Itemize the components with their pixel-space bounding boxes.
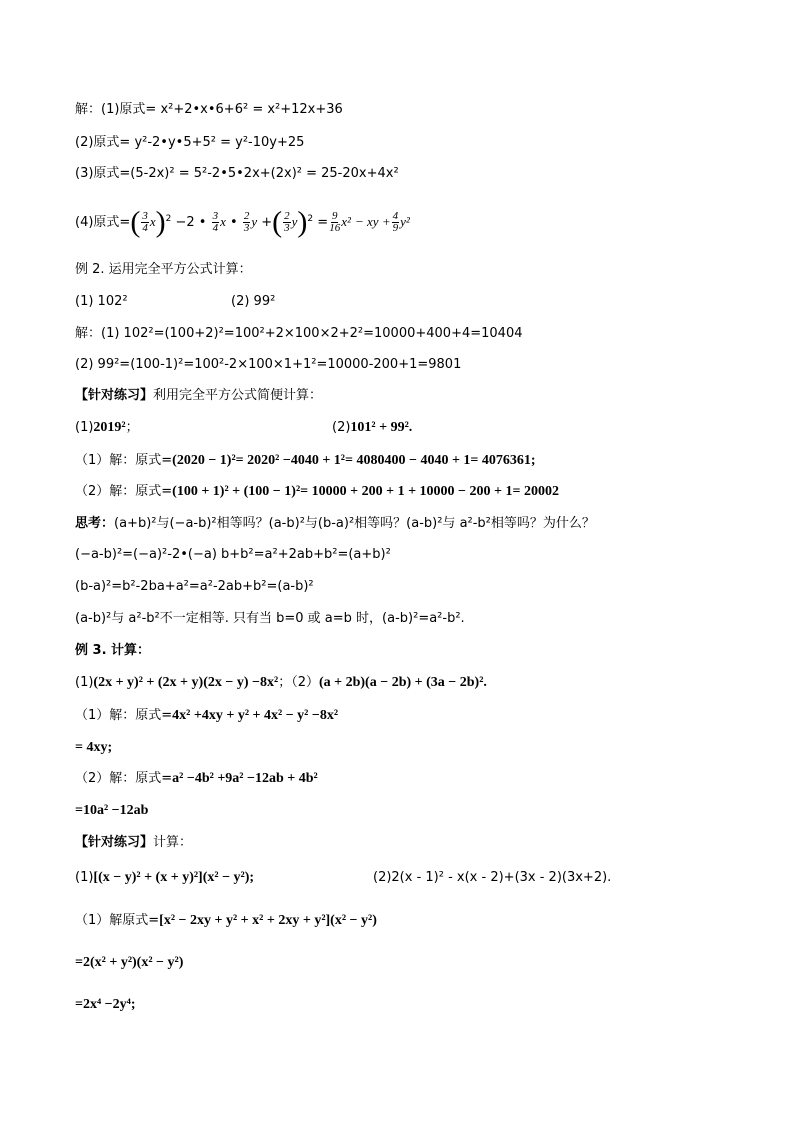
- line-solution-4: (4)原式=( $\frac{3}{4}$ x)$^2$ −2 • $\frac{3}{4}$ x • $\frac{2}{3}$ y +( $\frac{2}{3}$ y)$^2$ = $\frac{9}{16}$ x² − xy + $\frac{4}{9}$ y²: [75, 205, 410, 239]
- practice-2-solution-step: =2(x² + y²)(x² − y²): [75, 955, 184, 970]
- line-solution-2: (2)原式= y²-2•y•5+5² = y²-10y+25: [75, 135, 305, 150]
- line-solution-1: 解：(1)原式= x²+2•x•6+6² = x²+12x+36: [75, 102, 343, 117]
- fraction: $\frac{2}{3}$: [284, 210, 290, 234]
- practice-heading-1: 【针对练习】利用完全平方公式简便计算：: [75, 388, 323, 403]
- example-2-solution-2: (2) 99²=(100-1)²=100²-2×100×1+1²=10000-200+1=9801: [75, 357, 462, 372]
- fraction: $\frac{2}{3}$: [243, 210, 250, 234]
- example-3-heading: 例 3. 计算：: [75, 643, 151, 658]
- fraction: $\frac{4}{9}$: [392, 210, 399, 234]
- example-3-items: (1)(2x + y)² + (2x + y)(2x − y) −8x²；（2）(a + 2b)(a − 2b) + (3a − 2b)².: [75, 675, 487, 690]
- example-3-solution-1: （1）解：原式=4x² +4xy + y² + 4x² − y² −8x²: [75, 708, 339, 723]
- think-answer-2: (b-a)²=b²-2ba+a²=a²-2ab+b²=(a-b)²: [75, 579, 314, 594]
- practice-items-1: (1)2019²； (2)101² + 99².: [75, 420, 413, 435]
- fraction: $\frac{9}{16}$: [329, 210, 341, 234]
- example-2-solution-1: 解：(1) 102²=(100+2)²=100²+2×100×2+2²=10000+400+4=10404: [75, 326, 523, 341]
- practice-2-solution-1: （1）解原式=[x² − 2xy + y² + x² + 2xy + y²](x² − y²): [75, 913, 377, 928]
- practice-heading-2: 【针对练习】计算：: [75, 835, 193, 850]
- practice-1-solution-1: （1）解：原式=(2020 − 1)²= 2020² −4040 + 1²= 4080400 − 4040 + 1= 4076361;: [75, 453, 536, 468]
- think-answer-1: (−a-b)²=(−a)²-2•(−a) b+b²=a²+2ab+b²=(a+b)²: [75, 547, 391, 562]
- example-2-items: (1) 102² (2) 99²: [75, 294, 276, 309]
- practice-2-solution-result: =2x⁴ −2y⁴;: [75, 997, 136, 1012]
- example-2-heading: 例 2. 运用完全平方公式计算：: [75, 262, 252, 277]
- example-3-solution-2-result: =10a² −12ab: [75, 803, 149, 818]
- think-question: 思考：(a+b)²与(−a-b)²相等吗？(a-b)²与(b-a)²相等吗？(a-b)²与 a²-b²相等吗？为什么？: [75, 516, 595, 531]
- fraction: $\frac{3}{4}$: [212, 210, 219, 234]
- prefix: (4)原式=: [75, 215, 131, 230]
- example-3-solution-2: （2）解：原式=a² −4b² +9a² −12ab + 4b²: [75, 771, 318, 786]
- fraction: $\frac{3}{4}$: [142, 210, 148, 234]
- think-answer-3: (a-b)²与 a²-b²不一定相等. 只有当 b=0 或 a=b 时，(a-b)²=a²-b².: [75, 611, 465, 626]
- line-solution-3: (3)原式=(5-2x)² = 5²-2•5•2x+(2x)² = 25-20x+4x²: [75, 166, 399, 181]
- practice-items-2: (1)[(x − y)² + (x + y)²](x² − y²); (2)2(x - 1)² - x(x - 2)+(3x - 2)(3x+2).: [75, 870, 612, 885]
- practice-1-solution-2: （2）解：原式=(100 + 1)² + (100 − 1)²= 10000 + 200 + 1 + 10000 − 200 + 1= 20002: [75, 484, 559, 499]
- example-3-solution-1-result: = 4xy;: [75, 740, 113, 755]
